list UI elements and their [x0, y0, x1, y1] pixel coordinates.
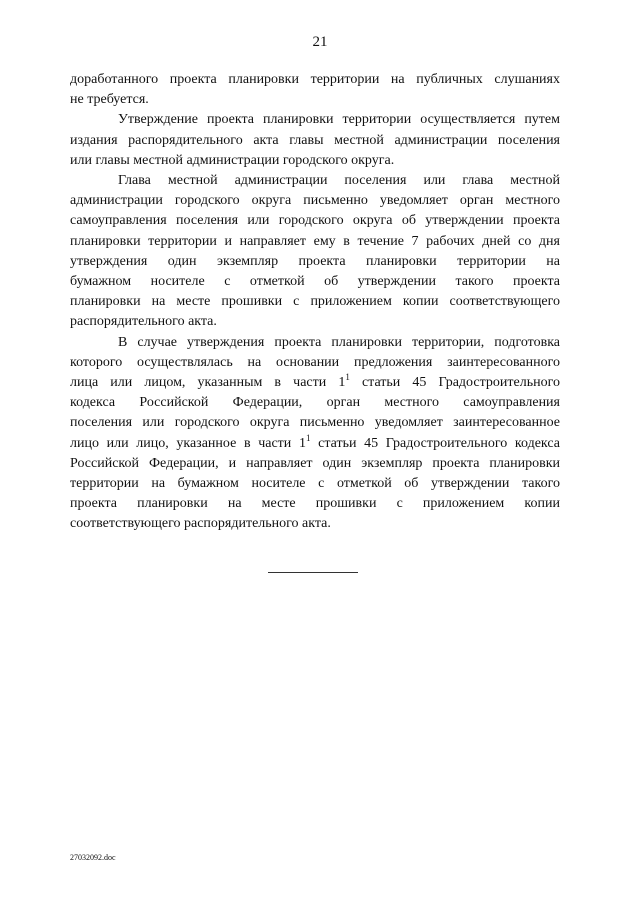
paragraph-line: издания распорядительного акта главы местной администрации поселения: [70, 132, 560, 148]
paragraph-line: кодекса Российской Федерации, орган местного самоуправления: [70, 395, 560, 411]
superscript: 1: [305, 432, 311, 443]
paragraph-line: доработанного проекта планировки территории на публичных слушаниях: [70, 72, 560, 87]
paragraph-line: утверждения один экземпляр проекта планировки территории на: [70, 253, 560, 269]
paragraph-2: [70, 110, 560, 171]
paragraph-line: распорядительного акта.: [70, 314, 217, 330]
end-of-text-rule: [268, 572, 358, 573]
paragraph-4: [70, 333, 560, 535]
paragraph-line: проекта планировки на месте прошивки с приложением копии: [70, 496, 560, 512]
paragraph-line: администрации городского округа письменно уведомляет орган местного: [70, 193, 560, 209]
paragraph-line: планировки на месте прошивки с приложением копии соответствующего: [70, 294, 560, 310]
page-number: 21: [312, 34, 328, 50]
paragraph-line: самоуправления поселения или городского округа об утверждении проекта: [70, 213, 560, 229]
paragraph-line: поселения или городского округа письменно уведомляет заинтересованное: [70, 415, 560, 431]
superscript: 1: [345, 372, 350, 383]
document-body: [70, 70, 560, 535]
paragraph-line: или главы местной администрации городского округа.: [70, 152, 395, 168]
paragraph-1: [70, 70, 560, 110]
paragraph-line: планировки территории и направляет ему в течение 7 рабочих дней со дня: [70, 233, 560, 249]
paragraph-line: соответствующего распорядительного акта.: [70, 516, 331, 532]
paragraph-line: В случае утверждения проекта планировки территории, подготовка: [118, 334, 560, 350]
paragraph-line: не требуется.: [70, 92, 149, 108]
line-text-after: статьи 45 Градостроительного кодекса: [310, 435, 560, 451]
paragraph-line: которого осуществлялась на основании предложения заинтересованного: [70, 354, 560, 370]
paragraph-line: территории на бумажном носителе с отметкой об утверждении такого: [70, 476, 560, 492]
paragraph-line: бумажном носителе с отметкой об утверждении такого проекта: [70, 274, 560, 290]
line-text-after: статьи 45 Градостроительного: [349, 375, 560, 391]
line-text-before: лицо или лицо, указанное в части 1: [70, 435, 306, 451]
paragraph-line-with-superscript: [70, 373, 560, 393]
paragraph-line: Глава местной администрации поселения или глава местной: [118, 173, 560, 189]
footer-document-code: 27032092.doc: [70, 853, 116, 862]
paragraph-line: Утверждение проекта планировки территории осуществляется путем: [118, 112, 560, 128]
paragraph-3: [70, 171, 560, 333]
line-text-before: лица или лицом, указанным в части 1: [70, 375, 346, 391]
paragraph-line-with-superscript: [70, 434, 560, 454]
paragraph-line: Российской Федерации, и направляет один экземпляр проекта планировки: [70, 455, 560, 471]
